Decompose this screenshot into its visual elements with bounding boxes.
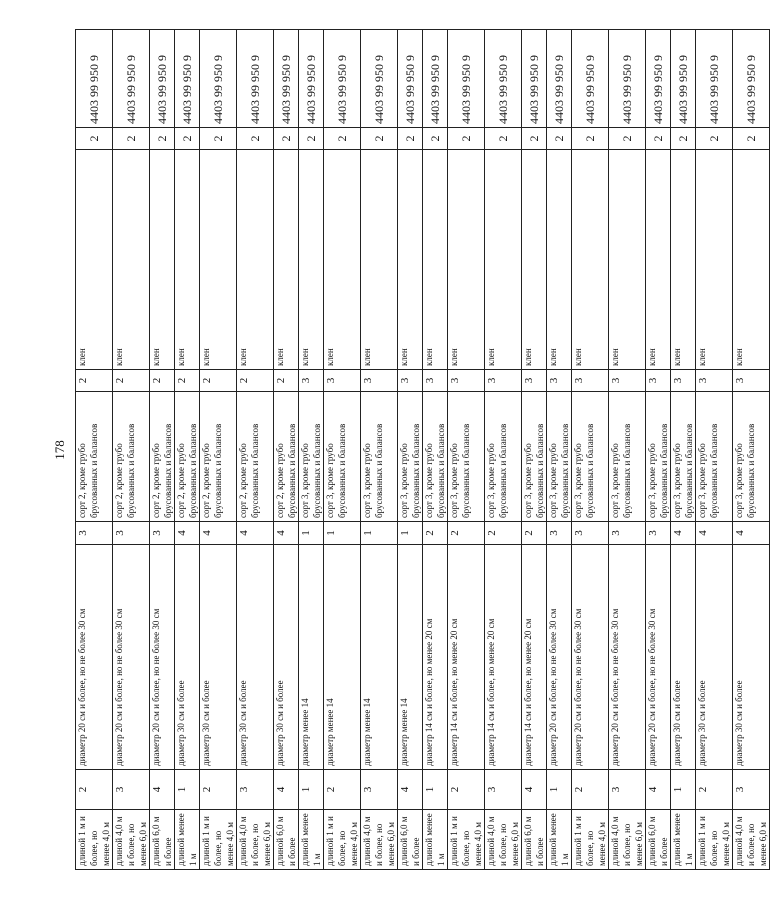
species-cell: клен (113, 150, 150, 370)
code-cell: 4403 99 950 9 (609, 30, 646, 128)
table-row (274, 30, 299, 870)
grade-cell: сорт 2, кроме грубо брусованных и балансов (200, 392, 237, 522)
length-group-cell: 4 (646, 770, 671, 810)
table-row (299, 30, 324, 870)
length-group-cell: 3 (733, 770, 770, 810)
species-group-cell: 2 (150, 128, 175, 150)
length-cell: длиной менее 1 м (671, 810, 696, 870)
diameter-group-cell: 2 (485, 522, 522, 545)
grade-cell: сорт 3, кроме грубо брусованных и балансов (398, 392, 423, 522)
diameter-group-cell: 4 (671, 522, 696, 545)
code-cell: 4403 99 950 9 (522, 30, 547, 128)
diameter-cell: диаметр 14 см и более, но менее 20 см (522, 545, 547, 770)
species-group-cell: 2 (572, 128, 609, 150)
grade-cell: сорт 3, кроме грубо брусованных и балансов (609, 392, 646, 522)
species-cell: клен (175, 150, 200, 370)
diameter-group-cell: 3 (113, 522, 150, 545)
grade-cell: сорт 3, кроме грубо брусованных и балансов (324, 392, 361, 522)
grade-cell: сорт 3, кроме грубо брусованных и балансов (671, 392, 696, 522)
diameter-cell: диаметр 30 см и более (237, 545, 274, 770)
code-cell: 4403 99 950 9 (448, 30, 485, 128)
diameter-cell: диаметр 30 см и более (733, 545, 770, 770)
species-group-cell: 2 (448, 128, 485, 150)
species-cell: клен (448, 150, 485, 370)
code-cell: 4403 99 950 9 (398, 30, 423, 128)
table-row (671, 30, 696, 870)
species-group-cell: 2 (237, 128, 274, 150)
species-group-cell: 2 (733, 128, 770, 150)
table-row (547, 30, 572, 870)
code-cell: 4403 99 950 9 (175, 30, 200, 128)
length-group-cell: 1 (423, 770, 448, 810)
code-cell: 4403 99 950 9 (423, 30, 448, 128)
diameter-group-cell: 3 (76, 522, 113, 545)
length-cell: длиной 6,0 м и более (522, 810, 547, 870)
diameter-group-cell: 4 (733, 522, 770, 545)
length-group-cell: 1 (299, 770, 324, 810)
code-cell: 4403 99 950 9 (150, 30, 175, 128)
grade-group-cell: 2 (150, 370, 175, 392)
length-group-cell: 2 (200, 770, 237, 810)
code-cell: 4403 99 950 9 (237, 30, 274, 128)
length-group-cell: 1 (175, 770, 200, 810)
diameter-cell: диаметр 20 см и более, но не более 30 см (609, 545, 646, 770)
grade-cell: сорт 3, кроме грубо брусованных и балансов (423, 392, 448, 522)
grade-group-cell: 3 (547, 370, 572, 392)
species-cell: клен (609, 150, 646, 370)
diameter-group-cell: 3 (646, 522, 671, 545)
grade-cell: сорт 2, кроме грубо брусованных и балансов (76, 392, 113, 522)
species-group-cell: 2 (522, 128, 547, 150)
diameter-group-cell: 4 (696, 522, 733, 545)
species-cell: клен (572, 150, 609, 370)
table-row (150, 30, 175, 870)
diameter-cell: диаметр менее 14 (398, 545, 423, 770)
grade-group-cell: 3 (448, 370, 485, 392)
grade-cell: сорт 3, кроме грубо брусованных и балансов (696, 392, 733, 522)
length-cell: длиной 1 м и более, но менее 4,0 м (572, 810, 609, 870)
species-cell: клен (200, 150, 237, 370)
species-cell: клен (646, 150, 671, 370)
grade-group-cell: 2 (76, 370, 113, 392)
code-cell: 4403 99 950 9 (572, 30, 609, 128)
length-cell: длиной 1 м и более, но менее 4,0 м (324, 810, 361, 870)
species-group-cell: 2 (274, 128, 299, 150)
table-row (113, 30, 150, 870)
diameter-group-cell: 2 (448, 522, 485, 545)
species-cell: клен (150, 150, 175, 370)
diameter-cell: диаметр менее 14 (361, 545, 398, 770)
grade-group-cell: 3 (522, 370, 547, 392)
species-group-cell: 2 (324, 128, 361, 150)
length-cell: длиной менее 1 м (547, 810, 572, 870)
length-group-cell: 2 (324, 770, 361, 810)
grade-group-cell: 3 (609, 370, 646, 392)
code-cell: 4403 99 950 9 (324, 30, 361, 128)
diameter-group-cell: 3 (609, 522, 646, 545)
length-cell: длиной 6,0 м и более (646, 810, 671, 870)
grade-group-cell: 3 (361, 370, 398, 392)
page-number: 178 (52, 440, 67, 460)
diameter-group-cell: 4 (237, 522, 274, 545)
code-cell: 4403 99 950 9 (274, 30, 299, 128)
grade-group-cell: 3 (485, 370, 522, 392)
length-group-cell: 3 (361, 770, 398, 810)
length-cell: длиной менее 1 м (423, 810, 448, 870)
table-row (237, 30, 274, 870)
length-group-cell: 4 (150, 770, 175, 810)
length-group-cell: 3 (237, 770, 274, 810)
diameter-cell: диаметр менее 14 (324, 545, 361, 770)
length-group-cell: 2 (572, 770, 609, 810)
species-cell: клен (696, 150, 733, 370)
grade-cell: сорт 3, кроме грубо брусованных и балансов (522, 392, 547, 522)
length-cell: длиной 4,0 м и более, но менее 6,0 м (237, 810, 274, 870)
table-row (175, 30, 200, 870)
table-row (609, 30, 646, 870)
table-wrapper (75, 30, 768, 870)
species-group-cell: 2 (423, 128, 448, 150)
diameter-cell: диаметр 30 см и более (200, 545, 237, 770)
diameter-group-cell: 2 (423, 522, 448, 545)
grade-cell: сорт 2, кроме грубо брусованных и балансов (237, 392, 274, 522)
diameter-cell: диаметр 20 см и более, но не более 30 см (150, 545, 175, 770)
diameter-cell: диаметр 20 см и более, но не более 30 см (547, 545, 572, 770)
code-cell: 4403 99 950 9 (361, 30, 398, 128)
length-group-cell: 1 (547, 770, 572, 810)
diameter-group-cell: 4 (175, 522, 200, 545)
table-row (200, 30, 237, 870)
grade-group-cell: 3 (572, 370, 609, 392)
grade-group-cell: 2 (237, 370, 274, 392)
diameter-group-cell: 4 (200, 522, 237, 545)
customs-code-table (75, 29, 770, 870)
diameter-group-cell: 1 (299, 522, 324, 545)
diameter-group-cell: 3 (150, 522, 175, 545)
table-row (398, 30, 423, 870)
grade-cell: сорт 3, кроме грубо брусованных и балансов (646, 392, 671, 522)
grade-cell: сорт 2, кроме грубо брусованных и балансов (150, 392, 175, 522)
length-cell: длиной 1 м и более, но менее 4,0 м (448, 810, 485, 870)
grade-group-cell: 3 (646, 370, 671, 392)
length-group-cell: 4 (522, 770, 547, 810)
diameter-group-cell: 3 (572, 522, 609, 545)
grade-group-cell: 3 (299, 370, 324, 392)
diameter-group-cell: 2 (522, 522, 547, 545)
grade-group-cell: 2 (175, 370, 200, 392)
table-row (646, 30, 671, 870)
code-cell: 4403 99 950 9 (696, 30, 733, 128)
grade-cell: сорт 3, кроме грубо брусованных и балансов (733, 392, 770, 522)
species-group-cell: 2 (299, 128, 324, 150)
length-cell: длиной 6,0 м и более (150, 810, 175, 870)
species-group-cell: 2 (671, 128, 696, 150)
species-cell: клен (522, 150, 547, 370)
length-cell: длиной 4,0 м и более, но менее 6,0 м (485, 810, 522, 870)
diameter-cell: диаметр 20 см и более, но не более 30 см (113, 545, 150, 770)
length-group-cell: 3 (485, 770, 522, 810)
grade-group-cell: 3 (324, 370, 361, 392)
length-cell: длиной 6,0 м и более (274, 810, 299, 870)
species-group-cell: 2 (200, 128, 237, 150)
code-cell: 4403 99 950 9 (547, 30, 572, 128)
diameter-cell: диаметр 14 см и более, но менее 20 см (485, 545, 522, 770)
code-cell: 4403 99 950 9 (646, 30, 671, 128)
diameter-cell: диаметр 20 см и более, но не более 30 см (646, 545, 671, 770)
code-cell: 4403 99 950 9 (76, 30, 113, 128)
grade-group-cell: 3 (423, 370, 448, 392)
species-cell: клен (274, 150, 299, 370)
grade-group-cell: 3 (733, 370, 770, 392)
grade-group-cell: 2 (274, 370, 299, 392)
table-row (522, 30, 547, 870)
species-group-cell: 2 (361, 128, 398, 150)
grade-cell: сорт 3, кроме грубо брусованных и балансов (572, 392, 609, 522)
grade-group-cell: 2 (200, 370, 237, 392)
grade-cell: сорт 3, кроме грубо брусованных и балансов (299, 392, 324, 522)
length-cell: длиной 4,0 м и более, но менее 6,0 м (361, 810, 398, 870)
length-cell: длиной 4,0 м и более, но менее 6,0 м (733, 810, 770, 870)
length-cell: длиной 1 м и более, но менее 4,0 м (200, 810, 237, 870)
diameter-cell: диаметр 20 см и более, но не более 30 см (76, 545, 113, 770)
length-cell: длиной 1 м и более, но менее 4,0 м (76, 810, 113, 870)
table-row (423, 30, 448, 870)
species-cell: клен (485, 150, 522, 370)
diameter-cell: диаметр 20 см и более, но не более 30 см (572, 545, 609, 770)
diameter-group-cell: 1 (324, 522, 361, 545)
table-row (572, 30, 609, 870)
diameter-cell: диаметр менее 14 (299, 545, 324, 770)
grade-group-cell: 3 (671, 370, 696, 392)
species-group-cell: 2 (547, 128, 572, 150)
grade-cell: сорт 2, кроме грубо брусованных и балансов (113, 392, 150, 522)
species-group-cell: 2 (76, 128, 113, 150)
length-cell: длиной менее 1 м (299, 810, 324, 870)
code-cell: 4403 99 950 9 (671, 30, 696, 128)
code-cell: 4403 99 950 9 (113, 30, 150, 128)
table-row (361, 30, 398, 870)
grade-group-cell: 2 (113, 370, 150, 392)
code-cell: 4403 99 950 9 (200, 30, 237, 128)
grade-cell: сорт 3, кроме грубо брусованных и балансов (485, 392, 522, 522)
table-row (76, 30, 113, 870)
grade-group-cell: 3 (398, 370, 423, 392)
length-group-cell: 3 (113, 770, 150, 810)
length-group-cell: 1 (671, 770, 696, 810)
species-group-cell: 2 (609, 128, 646, 150)
species-cell: клен (733, 150, 770, 370)
length-cell: длиной 6,0 м и более (398, 810, 423, 870)
length-group-cell: 2 (76, 770, 113, 810)
diameter-group-cell: 1 (398, 522, 423, 545)
rotated-table-area (75, 30, 768, 870)
species-group-cell: 2 (113, 128, 150, 150)
length-cell: длиной 4,0 м и более, но менее 6,0 м (609, 810, 646, 870)
length-group-cell: 4 (398, 770, 423, 810)
diameter-cell: диаметр 30 см и более (175, 545, 200, 770)
diameter-cell: диаметр 30 см и более (274, 545, 299, 770)
diameter-group-cell: 1 (361, 522, 398, 545)
diameter-cell: диаметр 30 см и более (696, 545, 733, 770)
table-body (76, 30, 770, 870)
code-cell: 4403 99 950 9 (485, 30, 522, 128)
length-group-cell: 3 (609, 770, 646, 810)
species-group-cell: 2 (646, 128, 671, 150)
species-cell: клен (671, 150, 696, 370)
diameter-cell: диаметр 14 см и более, но менее 20 см (448, 545, 485, 770)
grade-cell: сорт 3, кроме грубо брусованных и балансов (547, 392, 572, 522)
diameter-cell: диаметр 14 см и более, но менее 20 см (423, 545, 448, 770)
diameter-group-cell: 3 (547, 522, 572, 545)
species-group-cell: 2 (175, 128, 200, 150)
species-group-cell: 2 (696, 128, 733, 150)
species-cell: клен (398, 150, 423, 370)
length-cell: длиной 1 м и более, но менее 4,0 м (696, 810, 733, 870)
table-row (733, 30, 770, 870)
species-cell: клен (76, 150, 113, 370)
species-cell: клен (324, 150, 361, 370)
species-cell: клен (547, 150, 572, 370)
species-group-cell: 2 (398, 128, 423, 150)
diameter-group-cell: 4 (274, 522, 299, 545)
length-group-cell: 2 (448, 770, 485, 810)
table-row (324, 30, 361, 870)
length-group-cell: 4 (274, 770, 299, 810)
species-cell: клен (299, 150, 324, 370)
grade-cell: сорт 2, кроме грубо брусованных и балансов (175, 392, 200, 522)
grade-cell: сорт 3, кроме грубо брусованных и балансов (361, 392, 398, 522)
species-group-cell: 2 (485, 128, 522, 150)
grade-group-cell: 3 (696, 370, 733, 392)
length-group-cell: 2 (696, 770, 733, 810)
diameter-cell: диаметр 30 см и более (671, 545, 696, 770)
species-cell: клен (361, 150, 398, 370)
grade-cell: сорт 3, кроме грубо брусованных и балансов (448, 392, 485, 522)
code-cell: 4403 99 950 9 (299, 30, 324, 128)
table-row (696, 30, 733, 870)
table-row (485, 30, 522, 870)
species-cell: клен (237, 150, 274, 370)
species-cell: клен (423, 150, 448, 370)
table-row (448, 30, 485, 870)
length-cell: длиной менее 1 м (175, 810, 200, 870)
length-cell: длиной 4,0 м и более, но менее 6,0 м (113, 810, 150, 870)
code-cell: 4403 99 950 9 (733, 30, 770, 128)
grade-cell: сорт 2, кроме грубо брусованных и балансов (274, 392, 299, 522)
